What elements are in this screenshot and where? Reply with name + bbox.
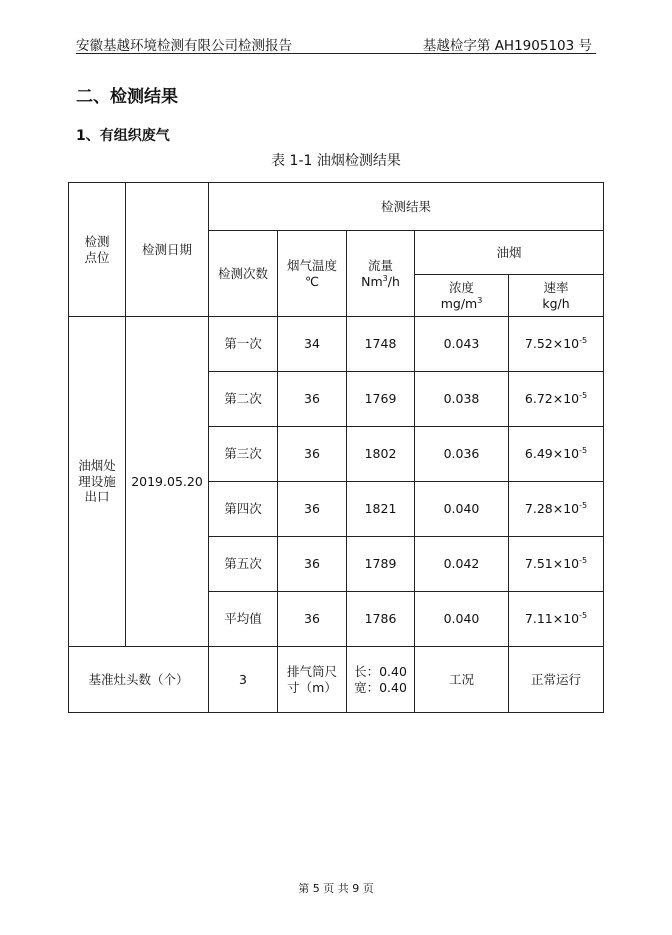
temp-cell: 36 — [278, 372, 347, 427]
rate-cell: $7.11\times 10^{-5}$ — [509, 592, 604, 647]
flow-cell: 1769 — [347, 372, 415, 427]
header-results: 检测结果 — [209, 183, 604, 231]
condition-label: 工况 — [415, 647, 509, 713]
header-rate: 速率 kg/h — [509, 275, 604, 317]
duct-size-value: 长：0.40 宽：0.40 — [347, 647, 415, 713]
flow-cell: 1748 — [347, 317, 415, 372]
conc-cell: 0.040 — [415, 592, 509, 647]
conc-cell: 0.038 — [415, 372, 509, 427]
table-row — [69, 317, 604, 372]
conc-cell: 0.043 — [415, 317, 509, 372]
temp-cell: 34 — [278, 317, 347, 372]
report-number: 基越检字第 AH1905103 号 — [422, 38, 592, 54]
header-temp: 烟气温度 ℃ — [278, 231, 347, 317]
duct-size-label: 排气筒尺 寸（m） — [278, 647, 347, 713]
temp-cell: 36 — [278, 592, 347, 647]
fume-results-table — [68, 182, 604, 713]
header-concentration: 浓度 $mg/m^3$ — [415, 275, 509, 317]
temp-cell: 36 — [278, 427, 347, 482]
table-caption: 表 1-1 油烟检测结果 — [271, 153, 401, 169]
point-cell: 油烟处 理设施 出口 — [69, 317, 126, 647]
section-title: 二、检测结果 — [76, 87, 178, 107]
count-cell: 第二次 — [209, 372, 278, 427]
burner-count-value: 3 — [209, 647, 278, 713]
date-cell: 2019.05.20 — [126, 317, 209, 647]
count-cell: 第四次 — [209, 482, 278, 537]
flow-cell: 1821 — [347, 482, 415, 537]
header-date: 检测日期 — [126, 183, 209, 317]
page-header — [76, 33, 596, 54]
condition-value: 正常运行 — [509, 647, 604, 713]
table-footer-row — [69, 647, 604, 713]
count-cell: 平均值 — [209, 592, 278, 647]
page-number: 第 5 页 共 9 页 — [298, 882, 374, 895]
header-point: 检测 点位 — [69, 183, 126, 317]
conc-cell: 0.042 — [415, 537, 509, 592]
conc-cell: 0.036 — [415, 427, 509, 482]
flow-cell: 1786 — [347, 592, 415, 647]
rate-cell: $6.72\times 10^{-5}$ — [509, 372, 604, 427]
header-count: 检测次数 — [209, 231, 278, 317]
header-flow: 流量 Nm$^3$/h — [347, 231, 415, 317]
burner-count-label: 基准灶头数（个） — [69, 647, 209, 713]
company-report-title: 安徽基越环境检测有限公司检测报告 — [76, 38, 292, 54]
count-cell: 第三次 — [209, 427, 278, 482]
rate-cell: $7.51\times 10^{-5}$ — [509, 537, 604, 592]
rate-cell: $7.28\times 10^{-5}$ — [509, 482, 604, 537]
temp-cell: 36 — [278, 482, 347, 537]
count-cell: 第五次 — [209, 537, 278, 592]
rate-cell: $6.49\times 10^{-5}$ — [509, 427, 604, 482]
flow-cell: 1789 — [347, 537, 415, 592]
header-fume: 油烟 — [415, 231, 604, 275]
rate-cell: $7.52\times 10^{-5}$ — [509, 317, 604, 372]
flow-cell: 1802 — [347, 427, 415, 482]
conc-cell: 0.040 — [415, 482, 509, 537]
temp-cell: 36 — [278, 537, 347, 592]
subsection-title: 1、有组织废气 — [76, 128, 170, 144]
count-cell: 第一次 — [209, 317, 278, 372]
